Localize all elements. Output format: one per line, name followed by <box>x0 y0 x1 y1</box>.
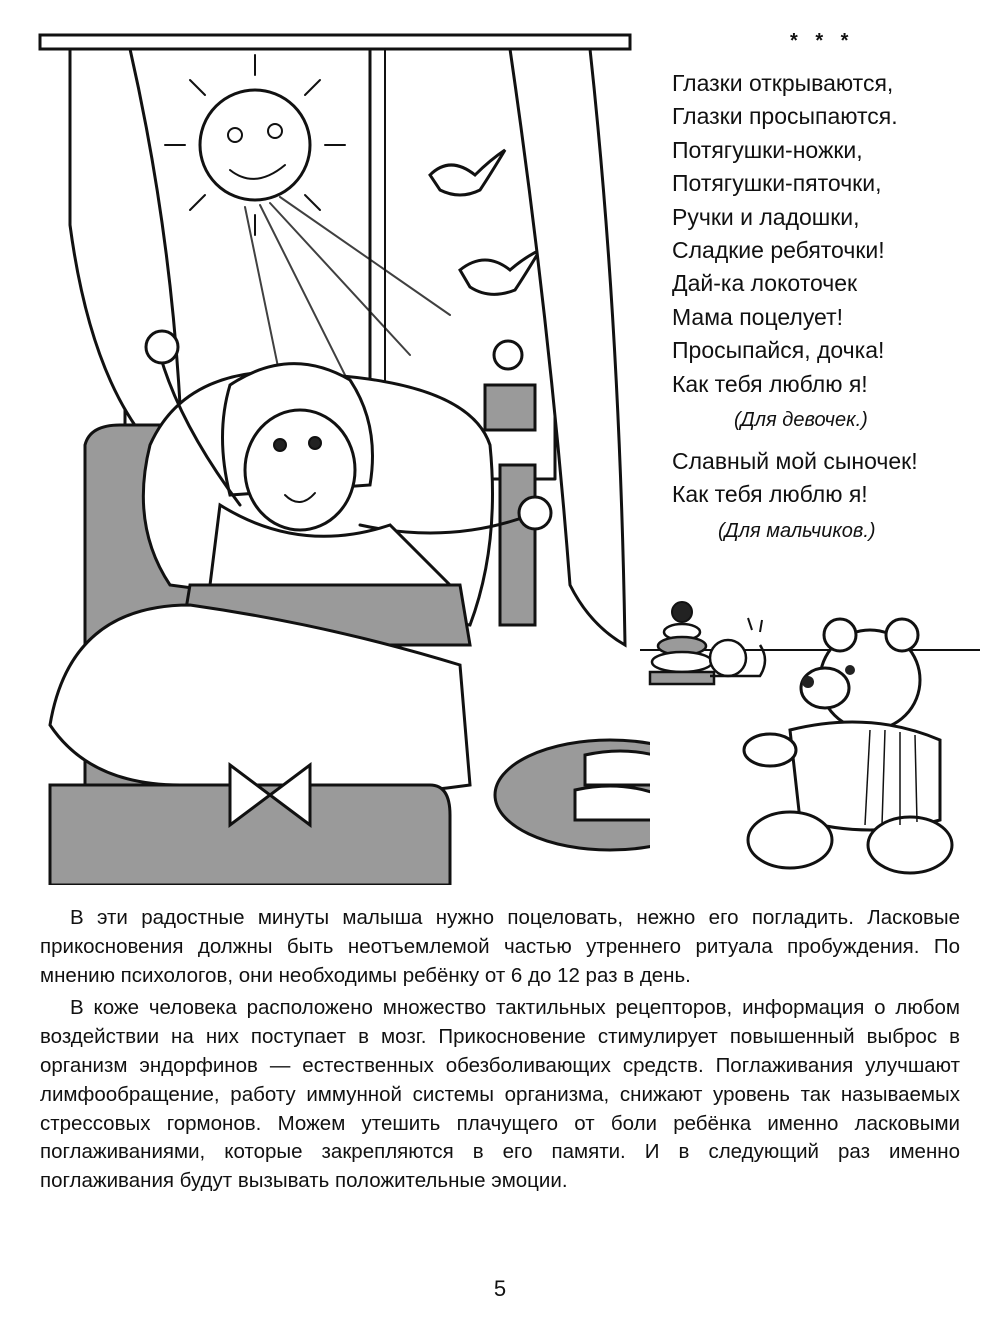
poem-stars: * * * <box>790 30 855 52</box>
poem-note-girls: (Для девочек.) <box>734 409 868 432</box>
poem <box>672 30 992 546</box>
poem-line: Мама поцелует! <box>672 303 844 330</box>
poem-line: Сладкие ребяточки! <box>672 237 885 264</box>
body-text <box>40 904 960 1200</box>
poem-line: Глазки просыпаются. <box>672 103 898 130</box>
bird-2 <box>460 250 540 294</box>
poem-line: Дай-ка локоточек <box>672 270 858 297</box>
page-number: 5 <box>493 1276 507 1301</box>
poem-line: Потягушки-пяточки, <box>672 170 882 197</box>
poem-line: Потягушки-ножки, <box>672 136 863 163</box>
poem-line: Ручки и ладошки, <box>672 203 860 230</box>
bedroom-illustration <box>30 25 650 885</box>
flower <box>494 341 522 369</box>
bed-footboard <box>500 465 535 625</box>
ring-pyramid <box>650 602 714 684</box>
curtain-rod <box>40 35 630 49</box>
poem-line: Глазки открываются, <box>672 70 894 96</box>
toys-drawing <box>640 590 980 880</box>
bird-1 <box>430 150 505 195</box>
poem-stanza-1 <box>672 67 992 401</box>
poem-line: Славный мой сыночек! <box>672 448 918 475</box>
poem-line: Как тебя люблю я! <box>672 370 868 397</box>
snail-toy <box>710 618 765 676</box>
bedroom-drawing <box>30 25 650 885</box>
poem-line: Просыпайся, дочка! <box>672 337 885 364</box>
slipper-2 <box>575 786 650 820</box>
curtain-left <box>70 49 180 445</box>
body-paragraph-1: В эти радостные минуты малыша нужно поцеловать, нежно его погладить. Ласковые прикосновения должны быть неотъемлемой частью утреннего ритуала пробуждения. По мнению психологов, они необходимы ребёнку от 6 до 12 раз в день. <box>40 906 960 987</box>
toys-illustration <box>640 590 980 880</box>
body-paragraph-2: В коже человека расположено множество тактильных рецепторов, информация о любом воздействии на них поступает в мозг. Прикосновение стимулирует повышенный выброс в организм эндорфинов — естественных обезболивающих средств. Поглаживания улучшают лимфообращение, работу иммунной системы организма, снижают уровень так называемых стрессовых гормонов. Можем утешить плачущего от боли ребёнка именно ласковыми поглаживаниями, которые закрепляются в его памяти. И в следующий раз именно поглаживания будут вызывать положительные эмоции. <box>40 996 960 1193</box>
poem-line: Как тебя люблю я! <box>672 481 868 508</box>
flower-pot <box>485 385 535 430</box>
poem-note-boys: (Для мальчиков.) <box>718 519 876 542</box>
teddy-bear <box>744 619 952 873</box>
poem-stanza-2 <box>672 445 992 512</box>
